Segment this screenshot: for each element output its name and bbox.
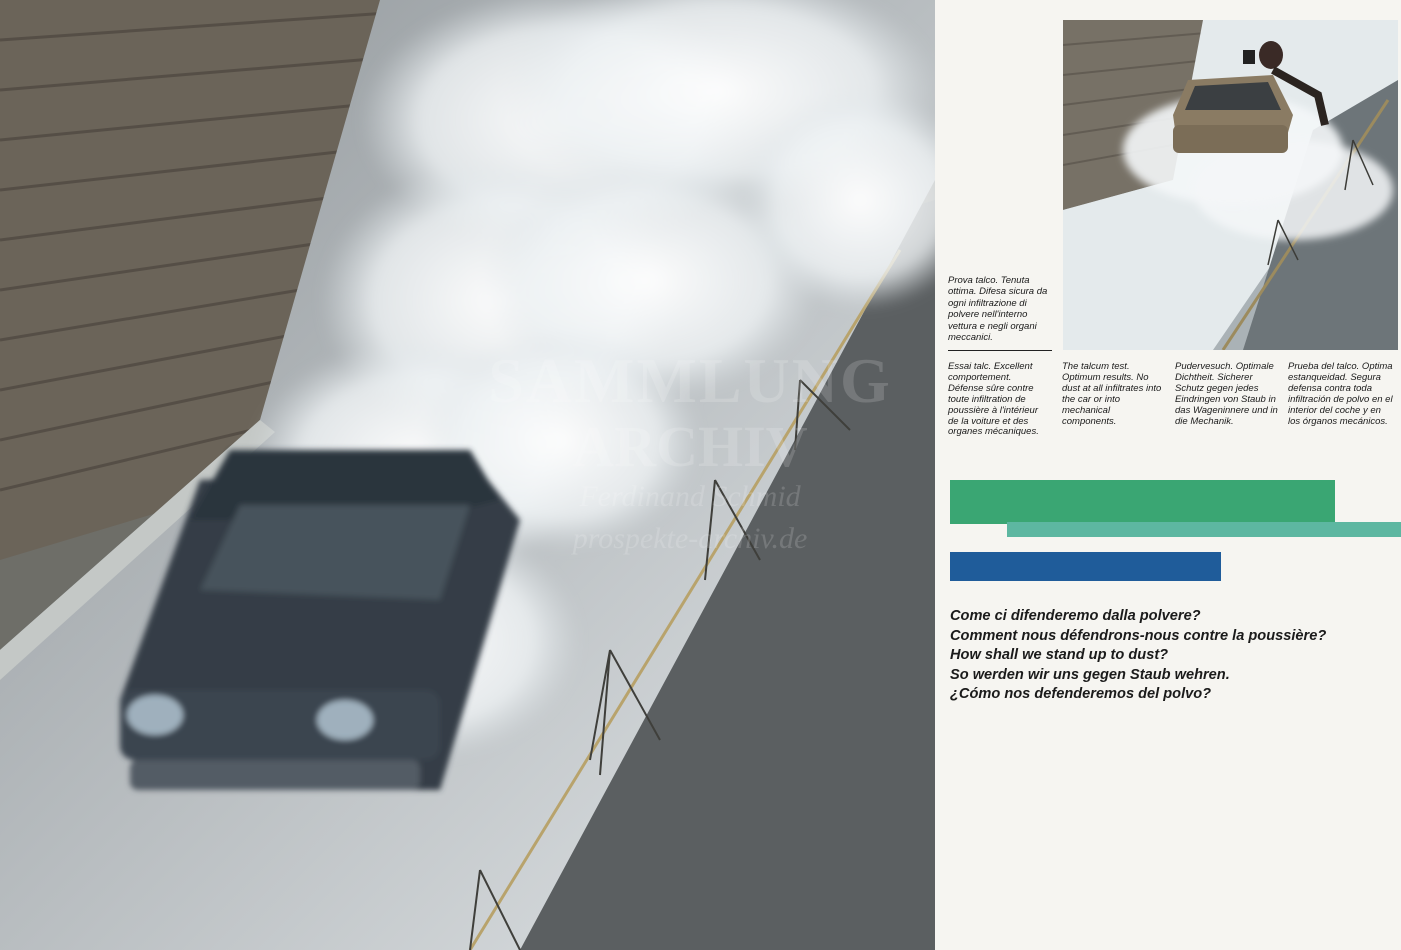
question-english: How shall we stand up to dust? (950, 647, 1169, 664)
caption-italian: Prova talco. Tenuta ottima. Difesa sicura da ogni infiltrazione di polvere nell'interno vettura e negli organi meccanici. (948, 275, 1048, 344)
question-french: Comment nous défendrons-nous contre la poussière? (950, 627, 1327, 644)
inset-photo-car-with-cameraman (1063, 20, 1398, 350)
decorative-bar-green (950, 480, 1335, 524)
decorative-bar-blue (950, 552, 1221, 581)
question-spanish: ¿Cómo nos defenderemos del polvo? (950, 686, 1212, 703)
question-german: So werden wir uns gegen Staub wehren. (950, 666, 1230, 683)
caption-english: The talcum test. Optimum results. No dust at all infiltrates into the car or into mechanical components. (1062, 361, 1162, 427)
caption-spanish: Prueba del talco. Optima estanqueidad. Segura defensa contra toda infiltración de polvo en el interior del coche y en los órganos mecánicos. (1288, 361, 1393, 427)
caption-german: Pudervesuch. Optimale Dichtheit. Sicherer Schutz gegen jedes Eindringen von Staub in das Wageninnere und in die Mechanik. (1175, 361, 1278, 427)
caption-french: Essai talc. Excellent comportement. Défense sûre contre toute infiltration de poussière à l'intérieur de la voiture et des organes mécaniques. (948, 361, 1039, 438)
questions-block (950, 607, 1395, 705)
question-italian: Come ci difenderemo dalla polvere? (950, 608, 1201, 624)
caption-divider (948, 350, 1052, 351)
decorative-bar-teal (1007, 522, 1401, 537)
inset-photo-illustration (1063, 20, 1398, 350)
